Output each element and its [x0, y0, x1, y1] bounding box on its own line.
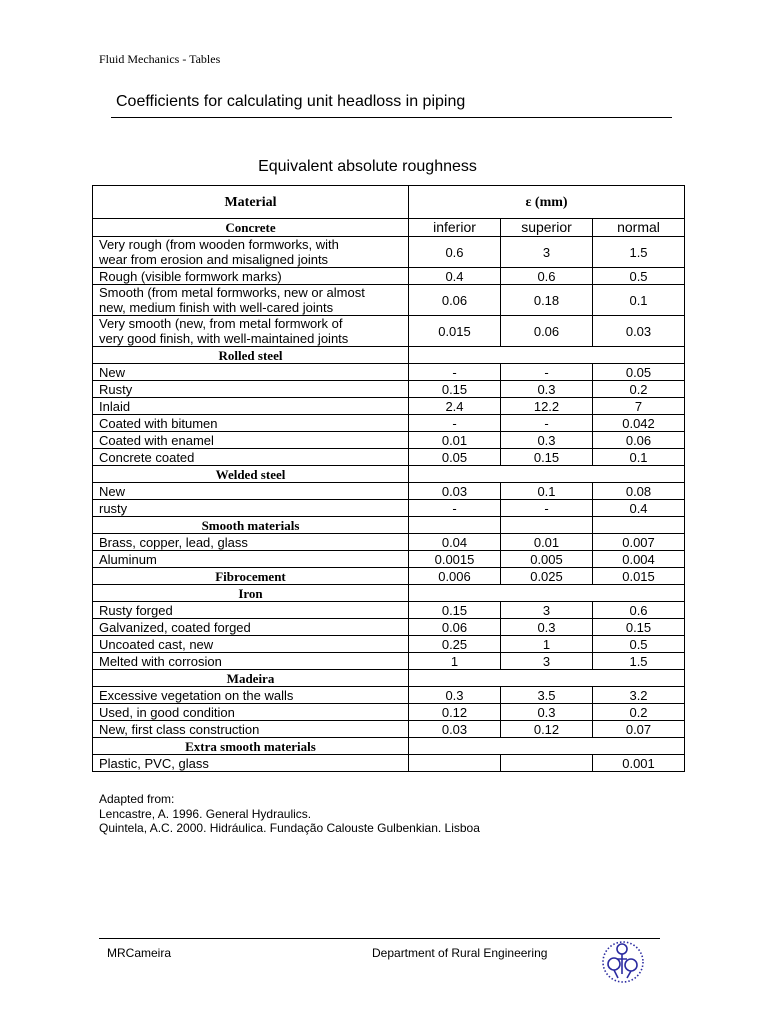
- category-label: Extra smooth materials: [93, 738, 409, 755]
- footer-author: MRCameira: [107, 946, 172, 960]
- table-header-row: [93, 186, 685, 219]
- material-name: Galvanized, coated forged: [93, 619, 409, 636]
- category-label: Concrete: [93, 219, 409, 237]
- value-inferior: 0.03: [409, 721, 501, 738]
- value-superior: 0.12: [501, 721, 593, 738]
- material-header: Material: [93, 186, 409, 219]
- category-row-rolled-steel: [93, 347, 685, 364]
- value-normal: 0.05: [593, 364, 685, 381]
- table-row: [93, 449, 685, 466]
- material-name: rusty: [93, 500, 409, 517]
- value-normal: 0.5: [593, 268, 685, 285]
- value-superior: 0.005: [501, 551, 593, 568]
- table-row: [93, 483, 685, 500]
- value-inferior: -: [409, 364, 501, 381]
- footnote-line: Adapted from:: [99, 792, 175, 806]
- material-name: Brass, copper, lead, glass: [93, 534, 409, 551]
- value-normal: 0.042: [593, 415, 685, 432]
- value-inferior: -: [409, 500, 501, 517]
- empty-cell: [501, 517, 593, 534]
- material-name: Used, in good condition: [93, 704, 409, 721]
- epsilon-header: ε (mm): [409, 186, 685, 219]
- value-superior: 0.1: [501, 483, 593, 500]
- material-name: Concrete coated: [93, 449, 409, 466]
- value-superior: 1: [501, 636, 593, 653]
- table-row: [93, 268, 685, 285]
- footnote-line: Quintela, A.C. 2000. Hidráulica. Fundação Calouste Gulbenkian. Lisboa: [99, 821, 480, 835]
- material-name: Uncoated cast, new: [93, 636, 409, 653]
- material-name: Coated with enamel: [93, 432, 409, 449]
- table-row: [93, 432, 685, 449]
- value-normal: 0.2: [593, 704, 685, 721]
- value-inferior: 0.6: [409, 237, 501, 268]
- value-superior: 0.01: [501, 534, 593, 551]
- table-row: [93, 704, 685, 721]
- category-label: Smooth materials: [93, 517, 409, 534]
- table-row: [93, 237, 685, 268]
- value-superior: 3.5: [501, 687, 593, 704]
- value-superior: 0.3: [501, 619, 593, 636]
- empty-cell: [409, 517, 501, 534]
- value-normal: 0.2: [593, 381, 685, 398]
- value-normal: 7: [593, 398, 685, 415]
- value-inferior: 0.12: [409, 704, 501, 721]
- empty-cell: [409, 585, 685, 602]
- value-normal: 0.1: [593, 285, 685, 316]
- value-inferior: 0.0015: [409, 551, 501, 568]
- value-superior: 3: [501, 602, 593, 619]
- value-superior: 0.3: [501, 432, 593, 449]
- material-name: Rusty: [93, 381, 409, 398]
- material-name: Very smooth (new, from metal formwork of very good finish, with well-maintained joints: [93, 316, 409, 347]
- value-inferior: 0.4: [409, 268, 501, 285]
- table-row: [93, 285, 685, 316]
- material-name: Coated with bitumen: [93, 415, 409, 432]
- value-inferior: 0.3: [409, 687, 501, 704]
- empty-cell: [409, 347, 685, 364]
- value-inferior: 0.15: [409, 381, 501, 398]
- category-row-welded-steel: [93, 466, 685, 483]
- table-row: [93, 381, 685, 398]
- value-superior: 0.6: [501, 268, 593, 285]
- value-superior: 0.15: [501, 449, 593, 466]
- value-superior: -: [501, 500, 593, 517]
- value-superior: 0.025: [501, 568, 593, 585]
- value-normal: 0.007: [593, 534, 685, 551]
- table-row: [93, 316, 685, 347]
- empty-cell: [593, 517, 685, 534]
- value-inferior: 0.25: [409, 636, 501, 653]
- value-normal: 0.001: [593, 755, 685, 772]
- value-superior: 3: [501, 653, 593, 670]
- value-normal: 0.4: [593, 500, 685, 517]
- table-row: [93, 364, 685, 381]
- value-normal: 0.004: [593, 551, 685, 568]
- footer-department: Department of Rural Engineering: [372, 946, 548, 960]
- material-name: Smooth (from metal formworks, new or almost new, medium finish with well-cared joints: [93, 285, 409, 316]
- value-superior: 0.06: [501, 316, 593, 347]
- value-inferior: 0.01: [409, 432, 501, 449]
- value-inferior: [409, 755, 501, 772]
- subheader-inferior: inferior: [409, 219, 501, 237]
- table-row: [93, 602, 685, 619]
- table-row: [93, 721, 685, 738]
- value-superior: 0.18: [501, 285, 593, 316]
- value-inferior: 1: [409, 653, 501, 670]
- table-row: [93, 534, 685, 551]
- value-normal: 1.5: [593, 653, 685, 670]
- value-inferior: 0.03: [409, 483, 501, 500]
- running-header: Fluid Mechanics - Tables: [99, 52, 221, 66]
- value-superior: -: [501, 364, 593, 381]
- value-normal: 0.5: [593, 636, 685, 653]
- value-superior: 0.3: [501, 704, 593, 721]
- table-row: [93, 500, 685, 517]
- material-name: Melted with corrosion: [93, 653, 409, 670]
- value-normal: 0.1: [593, 449, 685, 466]
- value-superior: 3: [501, 237, 593, 268]
- value-inferior: 0.15: [409, 602, 501, 619]
- empty-cell: [409, 466, 685, 483]
- value-inferior: 0.06: [409, 285, 501, 316]
- value-normal: 3.2: [593, 687, 685, 704]
- material-name: Excessive vegetation on the walls: [93, 687, 409, 704]
- value-normal: 0.015: [593, 568, 685, 585]
- material-name: Rough (visible formwork marks): [93, 268, 409, 285]
- value-inferior: 0.06: [409, 619, 501, 636]
- value-normal: 0.6: [593, 602, 685, 619]
- category-row-fibrocement: [93, 568, 685, 585]
- subheader-superior: superior: [501, 219, 593, 237]
- value-inferior: 0.04: [409, 534, 501, 551]
- table-title: Equivalent absolute roughness: [258, 158, 477, 175]
- table-row: [93, 636, 685, 653]
- value-inferior: 0.05: [409, 449, 501, 466]
- source-footnote: [99, 792, 480, 836]
- material-name: Aluminum: [93, 551, 409, 568]
- value-inferior: 0.015: [409, 316, 501, 347]
- footnote-line: Lencastre, A. 1996. General Hydraulics.: [99, 806, 312, 821]
- material-name: New: [93, 364, 409, 381]
- table-row: [93, 687, 685, 704]
- title-underline: [111, 117, 672, 118]
- table-row: [93, 755, 685, 772]
- roughness-table: [92, 185, 685, 772]
- footer-rule: [99, 938, 660, 939]
- category-row-concrete: [93, 219, 685, 237]
- value-normal: 0.07: [593, 721, 685, 738]
- empty-cell: [409, 738, 685, 755]
- table-row: [93, 398, 685, 415]
- value-normal: 0.08: [593, 483, 685, 500]
- value-normal: 0.06: [593, 432, 685, 449]
- page-title: Coefficients for calculating unit headloss in piping: [116, 93, 466, 110]
- material-name: Inlaid: [93, 398, 409, 415]
- subheader-normal: normal: [593, 219, 685, 237]
- value-superior: -: [501, 415, 593, 432]
- category-label: Iron: [93, 585, 409, 602]
- value-normal: 0.03: [593, 316, 685, 347]
- value-superior: [501, 755, 593, 772]
- value-normal: 0.15: [593, 619, 685, 636]
- material-name: Plastic, PVC, glass: [93, 755, 409, 772]
- category-row-smooth-materials: [93, 517, 685, 534]
- category-row-madeira: [93, 670, 685, 687]
- value-inferior: 2.4: [409, 398, 501, 415]
- university-logo-icon: [598, 938, 648, 986]
- table-row: [93, 551, 685, 568]
- material-name: New, first class construction: [93, 721, 409, 738]
- empty-cell: [409, 670, 685, 687]
- material-name: Very rough (from wooden formworks, with wear from erosion and misaligned joints: [93, 237, 409, 268]
- value-superior: 12.2: [501, 398, 593, 415]
- category-row-extra-smooth: [93, 738, 685, 755]
- category-label: Welded steel: [93, 466, 409, 483]
- category-row-iron: [93, 585, 685, 602]
- category-label: Madeira: [93, 670, 409, 687]
- table-row: [93, 619, 685, 636]
- category-label: Fibrocement: [93, 568, 409, 585]
- value-normal: 1.5: [593, 237, 685, 268]
- value-superior: 0.3: [501, 381, 593, 398]
- material-name: New: [93, 483, 409, 500]
- table-row: [93, 653, 685, 670]
- table-row: [93, 415, 685, 432]
- value-inferior: -: [409, 415, 501, 432]
- value-inferior: 0.006: [409, 568, 501, 585]
- category-label: Rolled steel: [93, 347, 409, 364]
- material-name: Rusty forged: [93, 602, 409, 619]
